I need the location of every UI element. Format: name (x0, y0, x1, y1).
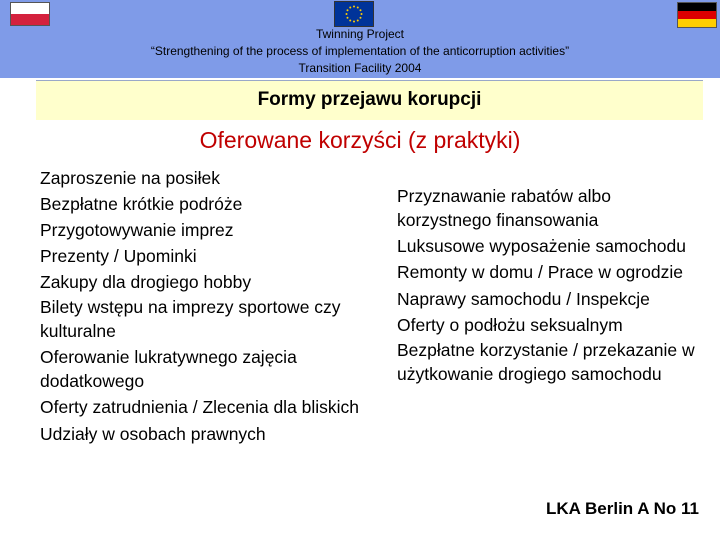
eu-star-icon (360, 17, 362, 19)
project-info (0, 26, 720, 77)
list-item: Bezpłatne korzystanie / przekazanie w użytkowanie drogiego samochodu (397, 340, 695, 384)
slide-subtitle: Oferowane korzyści (z praktyki) (199, 127, 521, 153)
project-name: Twinning Project (315, 27, 405, 41)
eu-star-icon (353, 6, 355, 8)
list-item: Remonty w domu / Prace w ogrodzie (397, 262, 683, 282)
list-item: Przyznawanie rabatów albo korzystnego finansowania (397, 186, 612, 230)
list-item: Bilety wstępu na imprezy sportowe czy kulturalne (40, 297, 341, 341)
eu-star-icon (347, 9, 349, 11)
right-benefits-list (397, 184, 707, 388)
eu-star-icon (353, 21, 355, 23)
list-item: Udziały w osobach prawnych (40, 424, 266, 444)
header-banner (0, 0, 720, 78)
list-item: Zakupy dla drogiego hobby (40, 272, 252, 292)
list-item: Zaproszenie na posiłek (40, 168, 220, 188)
eu-star-icon (357, 7, 359, 9)
list-item: Prezenty / Upominki (40, 246, 197, 266)
eu-star-icon (357, 20, 359, 22)
eu-star-icon (346, 13, 348, 15)
eu-star-icon (349, 20, 351, 22)
list-item: Oferty zatrudnienia / Zlecenia dla bliskich (40, 397, 360, 417)
slide-title: Formy przejawu korupcji (257, 89, 482, 110)
list-item: Bezpłatne krótkie podróże (40, 194, 243, 214)
list-item: Luksusowe wyposażenie samochodu (397, 236, 686, 256)
eu-flag-icon (334, 1, 374, 27)
footer-reference: LKA Berlin A No 11 (545, 499, 699, 518)
poland-flag-icon (10, 2, 50, 26)
list-item: Oferty o podłożu seksualnym (397, 315, 623, 335)
list-item: Naprawy samochodu / Inspekcje (397, 289, 650, 309)
project-facility: Transition Facility 2004 (298, 61, 422, 75)
list-item: Przygotowywanie imprez (40, 220, 234, 240)
germany-flag-icon (677, 2, 717, 28)
eu-star-icon (360, 9, 362, 11)
list-item: Oferowanie lukratywnego zajęcia dodatkowego (40, 347, 297, 391)
eu-star-icon (361, 13, 363, 15)
left-benefits-list (40, 165, 370, 447)
project-description: “Strengthening of the process of implementation of the anticorruption activities” (150, 44, 570, 58)
title-box (36, 80, 703, 120)
eu-star-icon (349, 7, 351, 9)
eu-star-icon (347, 17, 349, 19)
